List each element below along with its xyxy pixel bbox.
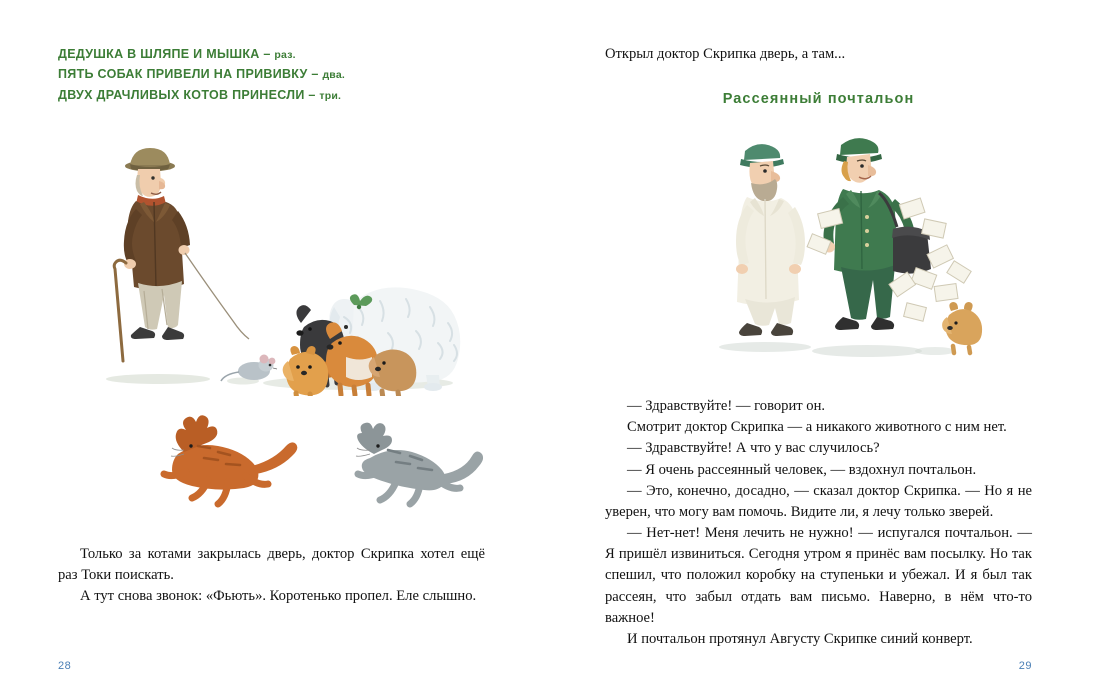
page-number-left: 28 bbox=[58, 660, 72, 672]
page-number-right: 29 bbox=[1018, 660, 1032, 672]
right-paragraph-7: И почтальон протянул Августу Скрипке синий конверт. bbox=[627, 630, 973, 647]
right-paragraph-6: — Нет-нет! Меня лечить не нужно! — испугался почтальон. — Я пришёл извиниться. Сегодня утром я принёс вам посылку. Но так спешил, что положил коробку на ступеньки и убежал. И я был так рассеян, что забыл отдать вам письмо. Наверно, в нём что-то важное! bbox=[605, 525, 1032, 626]
section-title: Рассеянный почтальон bbox=[722, 91, 915, 108]
right-page-body bbox=[605, 396, 1032, 650]
doctor-and-postman-illustration bbox=[605, 125, 1032, 360]
verse-heading bbox=[58, 44, 485, 105]
right-paragraph-5: — Это, конечно, досадно, — сказал доктор Скрипка. — Но я не уверен, что могу вам помочь. Видите ли, я лечу только зверей. bbox=[605, 482, 1032, 520]
right-page bbox=[547, 0, 1094, 700]
verse-line-2-text: ПЯТЬ СОБАК ПРИВЕЛИ НА ПРИВИВКУ – bbox=[58, 67, 319, 82]
verse-line-3 bbox=[58, 85, 485, 105]
verse-line-3-text: ДВУХ ДРАЧЛИВЫХ КОТОВ ПРИНЕСЛИ – bbox=[58, 87, 316, 102]
verse-line-1-number: раз. bbox=[274, 49, 296, 61]
verse-line-2 bbox=[58, 64, 485, 84]
right-paragraph-4: — Я очень рассеянный человек, — вздохнул почтальон. bbox=[627, 461, 977, 478]
verse-line-2-number: два. bbox=[322, 69, 345, 82]
right-paragraph-2: Смотрит доктор Скрипка — а никакого животного с ним нет. bbox=[627, 419, 1007, 436]
left-paragraph-2: А тут снова звонок: «Фьють». Коротенько пропел. Еле слышно. bbox=[80, 588, 477, 605]
verse-line-1-text: ДЕДУШКА В ШЛЯПЕ И МЫШКА – bbox=[58, 47, 271, 61]
verse-line-1 bbox=[58, 44, 485, 64]
right-paragraph-3: — Здравствуйте! А что у вас случилось? bbox=[627, 440, 880, 457]
left-page-body bbox=[58, 544, 485, 607]
old-man-with-dogs-illustration bbox=[58, 131, 485, 396]
two-running-cats-illustration bbox=[58, 402, 485, 512]
verse-line-3-number: три. bbox=[319, 89, 342, 102]
right-intro-line: Открыл доктор Скрипка дверь, а там... bbox=[605, 46, 846, 62]
right-paragraph-1: — Здравствуйте! — говорит он. bbox=[627, 398, 826, 415]
left-paragraph-1: Только за котами закрылась дверь, доктор Скрипка хотел ещё раз Токи поискать. bbox=[58, 545, 485, 583]
